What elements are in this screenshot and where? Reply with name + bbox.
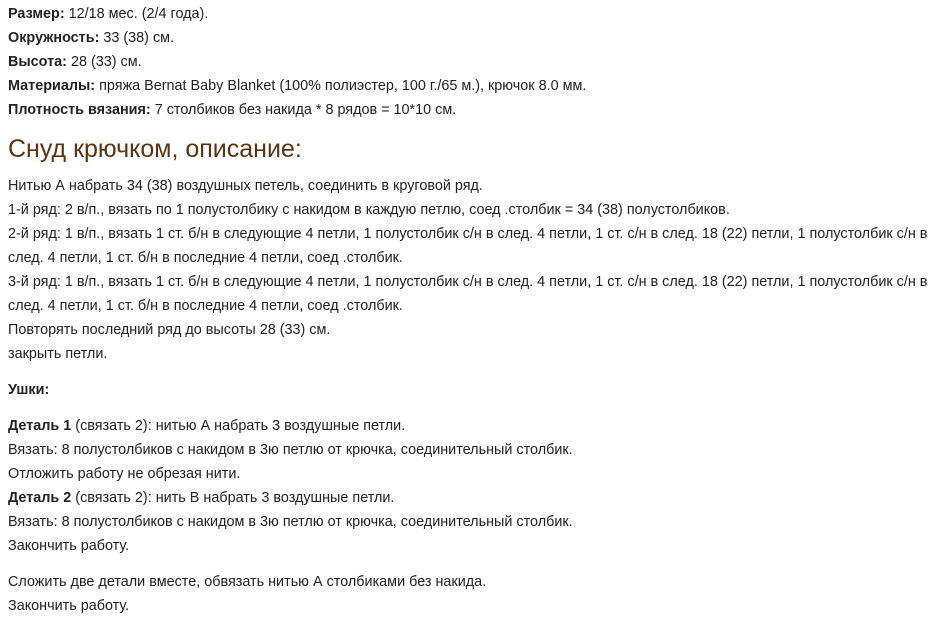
spec-size-value: 12/18 мес. (2/4 года).	[64, 6, 209, 22]
ears-part-1-step-2: Отложить работу не обрезая нити.	[8, 466, 241, 482]
spec-size-label: Размер:	[8, 6, 65, 22]
snood-close: закрыть петли.	[8, 346, 108, 362]
spec-gauge	[8, 100, 456, 120]
spec-height-label: Высота:	[8, 54, 67, 70]
spec-materials-value: пряжа Bernat Baby Blanket (100% полиэстер, 100 г./65 м.), крючок 8.0 мм.	[95, 78, 587, 94]
spec-materials	[8, 76, 586, 96]
section-heading: Снуд крючком, описание:	[8, 135, 302, 163]
spec-gauge-label: Плотность вязания:	[8, 102, 151, 118]
ears-title	[8, 380, 49, 400]
ears-part-1-label: Деталь 1	[8, 418, 72, 434]
ears-part-2	[8, 488, 394, 508]
ears-part-2-step-1: Вязать: 8 полустолбиков с накидом в 3ю петлю от крючка, соединительный столбик.	[8, 514, 573, 530]
snood-row-1: 1-й ряд: 2 в/п., вязать по 1 полустолбику с накидом в каждую петлю, соед .столбик = 34 (38) полустолбиков.	[8, 202, 730, 218]
ears-part-2-label: Деталь 2	[8, 490, 72, 506]
snood-intro: Нитью А набрать 34 (38) воздушных петель, соединить в круговой ряд.	[8, 178, 483, 194]
snood-row-3: 3-й ряд: 1 в/п., вязать 1 ст. б/н в следующие 4 петли, 1 полустолбик с/н в след. 4 петли, 1 ст. с/н в след. 18 (22) петли, 1 полустолбик с/н в след. 4 петли, 1 ст. б/н в последние 4 петли, соед .столбик.	[8, 274, 928, 314]
spec-circumference	[8, 28, 174, 48]
spec-size	[8, 4, 208, 24]
ears-part-1-step-1: Вязать: 8 полустолбиков с накидом в 3ю петлю от крючка, соединительный столбик.	[8, 442, 573, 458]
spec-height-value: 28 (33) см.	[66, 54, 142, 70]
ears-part-1-text: (связать 2): нитью А набрать 3 воздушные петли.	[71, 418, 406, 434]
ears-part-2-step-2: Закончить работу.	[8, 538, 130, 554]
spec-height	[8, 52, 142, 72]
ears-part-1	[8, 416, 405, 436]
snood-row-2: 2-й ряд: 1 в/п., вязать 1 ст. б/н в следующие 4 петли, 1 полустолбик с/н в след. 4 петли, 1 ст. с/н в след. 18 (22) петли, 1 полустолбик с/н в след. 4 петли, 1 ст. б/н в последние 4 петли, соед .столбик.	[8, 226, 928, 266]
spec-circumference-label: Окружность:	[8, 30, 100, 46]
finish-line-1: Сложить две детали вместе, обвязать нитью А столбиками без накида.	[8, 574, 487, 590]
snood-repeat: Повторять последний ряд до высоты 28 (33) см.	[8, 322, 331, 338]
spec-circumference-value: 33 (38) см.	[99, 30, 175, 46]
ears-part-2-text: (связать 2): нить В набрать 3 воздушные петли.	[71, 490, 395, 506]
spec-materials-label: Материалы:	[8, 78, 96, 94]
finish-line-2: Закончить работу.	[8, 598, 130, 614]
ears-title-text: Ушки:	[8, 382, 50, 398]
spec-gauge-value: 7 столбиков без накида * 8 рядов = 10*10 см.	[150, 102, 457, 118]
